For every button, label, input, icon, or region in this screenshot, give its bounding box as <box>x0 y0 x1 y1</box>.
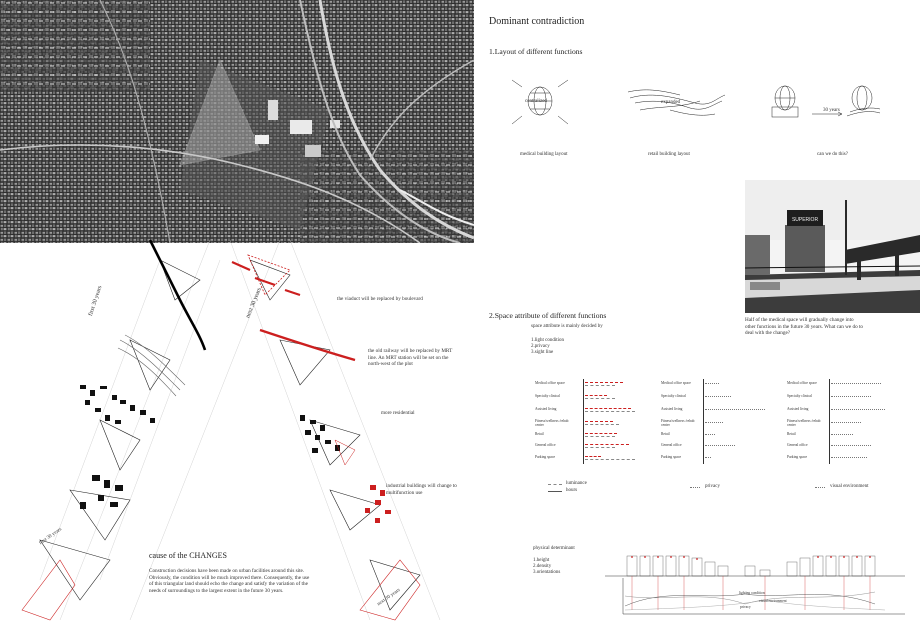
changes-heading: cause of the CHANGES <box>149 551 227 560</box>
first-30-years-label: first 30 years <box>87 285 104 317</box>
row-label: Assisted living <box>535 407 557 411</box>
row-label: Retail <box>661 432 670 436</box>
section-label-lighting: lighting condition <box>739 591 765 595</box>
diagram-caption-medical: medical building layout <box>520 152 568 157</box>
factor-2: 2.privacy <box>531 344 550 349</box>
first-30-years-bottom: first 30 years <box>38 527 63 547</box>
section1-heading: 1.Layout of different functions <box>489 47 583 56</box>
arrow-30-years-label: 30 years <box>823 108 840 113</box>
row-label: Retail <box>535 432 544 436</box>
chart-privacy <box>661 379 781 464</box>
next-30-years-bottom: next 30 years <box>376 587 402 608</box>
row-label: Medical office space <box>535 381 565 385</box>
row-label: Parking space <box>787 455 808 459</box>
changes-body: Construction decisions have been made on urban facilities around this site. Obviously, the condition will be much improved there. Consequently, the use of this triangular land should echo the change and satisfy the variation of the needs of surroundings to the largest extent in the future 30 years. <box>149 568 310 594</box>
row-label: Assisted living <box>787 407 809 411</box>
factor-3: 3.sight line <box>531 350 554 355</box>
billboard-text: SUPERIOR <box>791 217 819 223</box>
chart-visual <box>787 379 907 464</box>
street-photo <box>745 180 920 313</box>
physical-item-2: 2.density <box>533 564 552 569</box>
physical-item-1: 1.height <box>533 558 550 563</box>
row-label: General office <box>787 443 808 447</box>
row-label: Medical office space <box>787 381 817 385</box>
note-viaduct: the viaduct will be replaced by boulevard <box>337 296 423 302</box>
attribute-charts <box>535 379 905 469</box>
section-label-privacy: privacy <box>740 605 751 609</box>
layout-diagrams <box>500 70 880 135</box>
diagram-centralized-label: centralized <box>525 99 547 104</box>
physical-title: physical determinant <box>533 546 575 551</box>
note-residential: more residential <box>381 410 415 416</box>
row-label: Medical office space <box>661 381 691 385</box>
legend-visual: visual environment <box>830 484 869 489</box>
chart-luminance <box>535 379 655 464</box>
building-section-diagram <box>605 548 910 618</box>
note-railway: the old railway will be replaced by MRT line. An MRT station will be set on the north-west of the plot <box>368 348 453 368</box>
aerial-photo <box>0 0 474 243</box>
row-label: Fitness/wellness /rehab center <box>535 419 569 427</box>
row-label: General office <box>661 443 682 447</box>
row-label: Specialty clinical <box>787 394 812 398</box>
section-label-visual: visual environment <box>759 599 787 603</box>
row-label: Specialty clinical <box>535 394 560 398</box>
section2-heading: 2.Space attribute of different functions <box>489 311 607 320</box>
note-industrial: industrial buildings will change to multifunction use <box>386 483 457 496</box>
row-label: Retail <box>787 432 796 436</box>
row-label: General office <box>535 443 556 447</box>
row-label: Parking space <box>535 455 556 459</box>
row-label: Assisted living <box>661 407 683 411</box>
legend-luminance: luminance <box>566 481 587 486</box>
next-30-years-label: next 30 years <box>245 287 263 319</box>
page-title: Dominant contradiction <box>489 16 585 27</box>
physical-item-3: 3.orientations <box>533 570 561 575</box>
row-label: Parking space <box>661 455 682 459</box>
legend-hours: hours <box>566 488 578 493</box>
factor-1: 1.light condition <box>531 338 565 343</box>
row-label: Specialty clinical <box>661 394 686 398</box>
section2-intro: space attribute is mainly decided by <box>531 324 603 329</box>
diagram-caption-question: can we do this? <box>817 152 848 157</box>
row-label: Fitness/wellness /rehab center <box>787 419 821 427</box>
diagram-expanded-label: expanded <box>661 100 681 105</box>
row-label: Fitness/wellness /rehab center <box>661 419 695 427</box>
legend-privacy: privacy <box>705 484 720 489</box>
photo-caption: Half of the medical space will gradually change into other functions in the future 30 years. What can we do to deal with the change? <box>745 317 864 337</box>
diagram-caption-retail: retail building layout <box>648 152 690 157</box>
